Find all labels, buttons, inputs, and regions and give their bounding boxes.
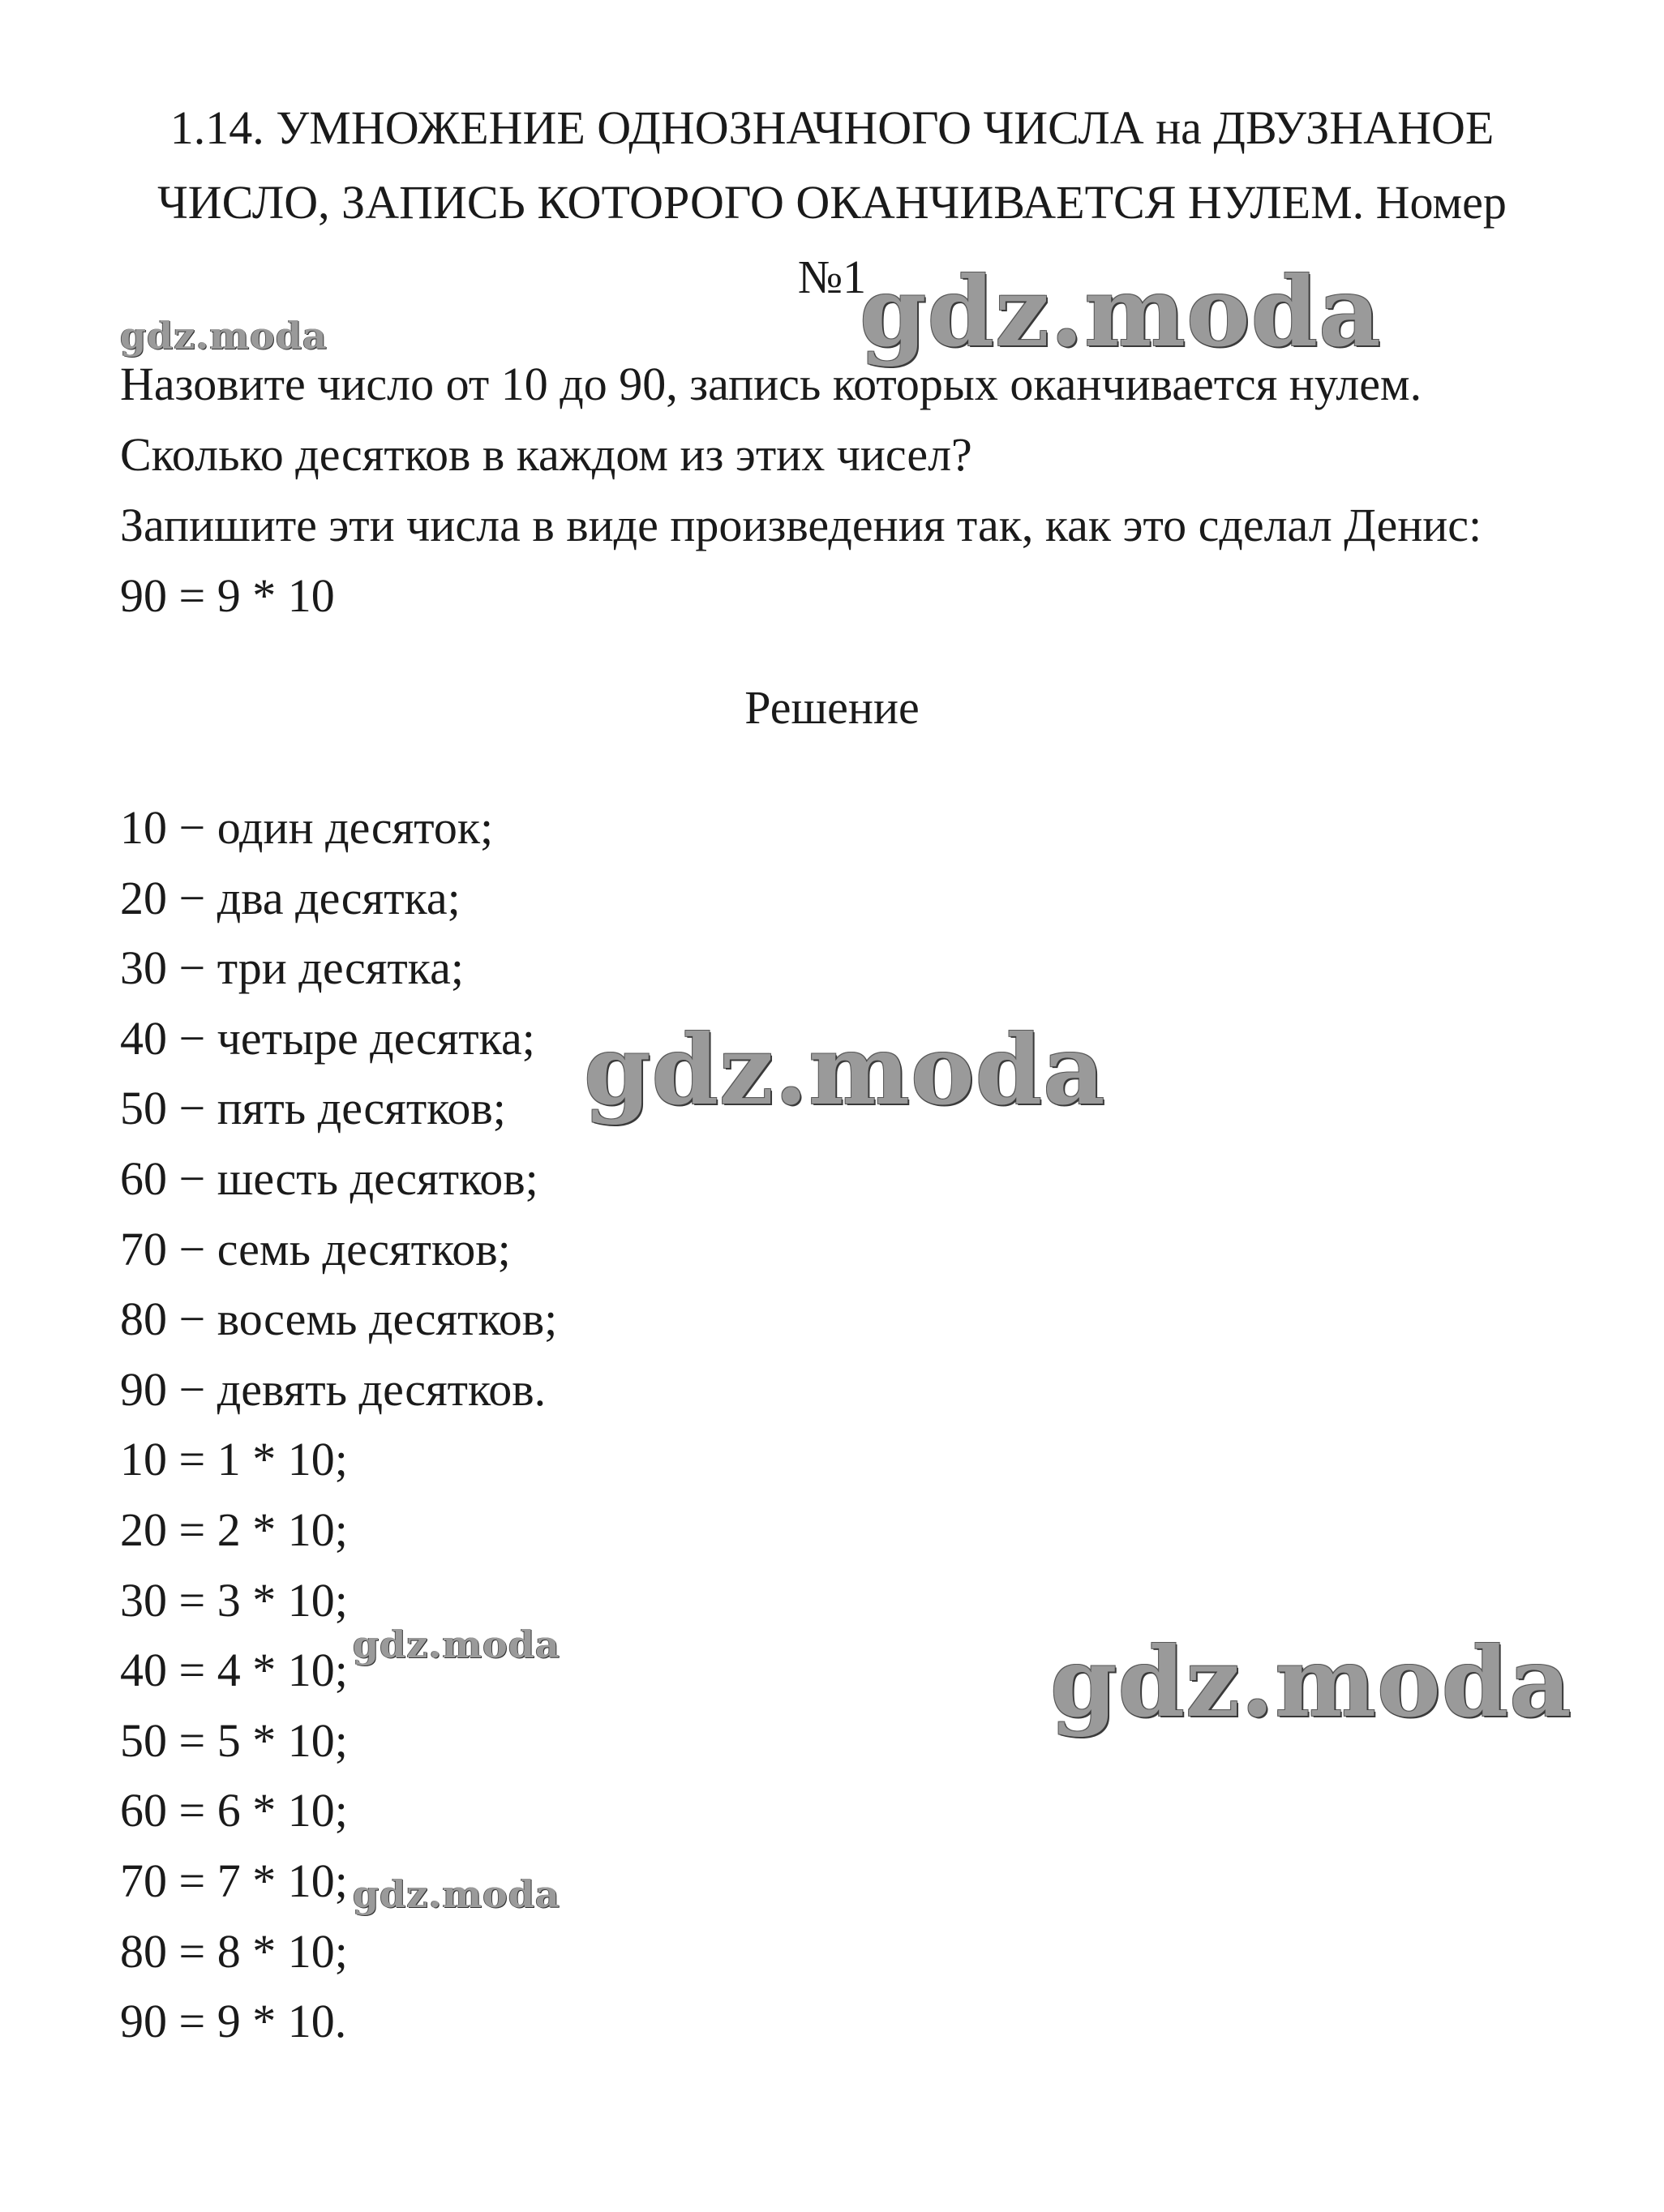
answer-line: 60 = 6 * 10; <box>120 1784 348 1837</box>
answer-line: 60 − шесть десятков; <box>120 1151 538 1205</box>
answer-list <box>120 793 557 2057</box>
task-line: Сколько десятков в каждом из этих чисел? <box>120 428 972 481</box>
watermark: gdz.moda <box>1050 1626 1572 1738</box>
page-title <box>0 91 1664 315</box>
answer-line: 30 − три десятка; <box>120 941 464 995</box>
answer-line: 30 = 3 * 10; <box>120 1573 348 1627</box>
watermark: gdz.moda <box>353 1623 560 1666</box>
watermark: gdz.moda <box>120 314 328 358</box>
title-line-3: №1 <box>797 251 867 303</box>
answer-line: 40 = 4 * 10; <box>120 1644 348 1697</box>
title-line-2: ЧИСЛО, ЗАПИСЬ КОТОРОГО ОКАНЧИВАЕТСЯ НУЛЕМ. Номер <box>157 176 1507 229</box>
answer-line: 70 − семь десятков; <box>120 1222 511 1275</box>
answer-line: 70 = 7 * 10; <box>120 1854 348 1907</box>
answer-line: 40 − четыре десятка; <box>120 1011 535 1065</box>
answer-line: 20 = 2 * 10; <box>120 1503 348 1556</box>
answer-line: 90 − девять десятков. <box>120 1362 547 1416</box>
answer-line: 50 = 5 * 10; <box>120 1713 348 1767</box>
solution-heading: Решение <box>744 681 920 734</box>
watermark: gdz.moda <box>584 1014 1106 1126</box>
answer-line: 10 = 1 * 10; <box>120 1433 348 1486</box>
task-line: Назовите число от 10 до 90, запись которых оканчивается нулем. <box>120 358 1422 410</box>
answer-line: 90 = 9 * 10. <box>120 1995 347 2048</box>
answer-line: 50 − пять десятков; <box>120 1082 506 1135</box>
answer-line: 10 − один десяток; <box>120 801 494 854</box>
task-text <box>120 349 1482 631</box>
answer-line: 20 − два десятка; <box>120 871 461 924</box>
task-line: Запишите эти числа в виде произведения так, как это сделал Денис: <box>120 499 1482 551</box>
answer-line: 80 − восемь десятков; <box>120 1292 558 1346</box>
watermark: gdz.moda <box>353 1872 560 1916</box>
watermark: gdz.moda <box>860 255 1382 368</box>
task-line: 90 = 9 * 10 <box>120 569 335 622</box>
title-line-1: 1.14. УМНОЖЕНИЕ ОДНОЗНАЧНОГО ЧИСЛА на ДВУЗНАНОЕ <box>169 101 1495 154</box>
answer-line: 80 = 8 * 10; <box>120 1924 348 1978</box>
